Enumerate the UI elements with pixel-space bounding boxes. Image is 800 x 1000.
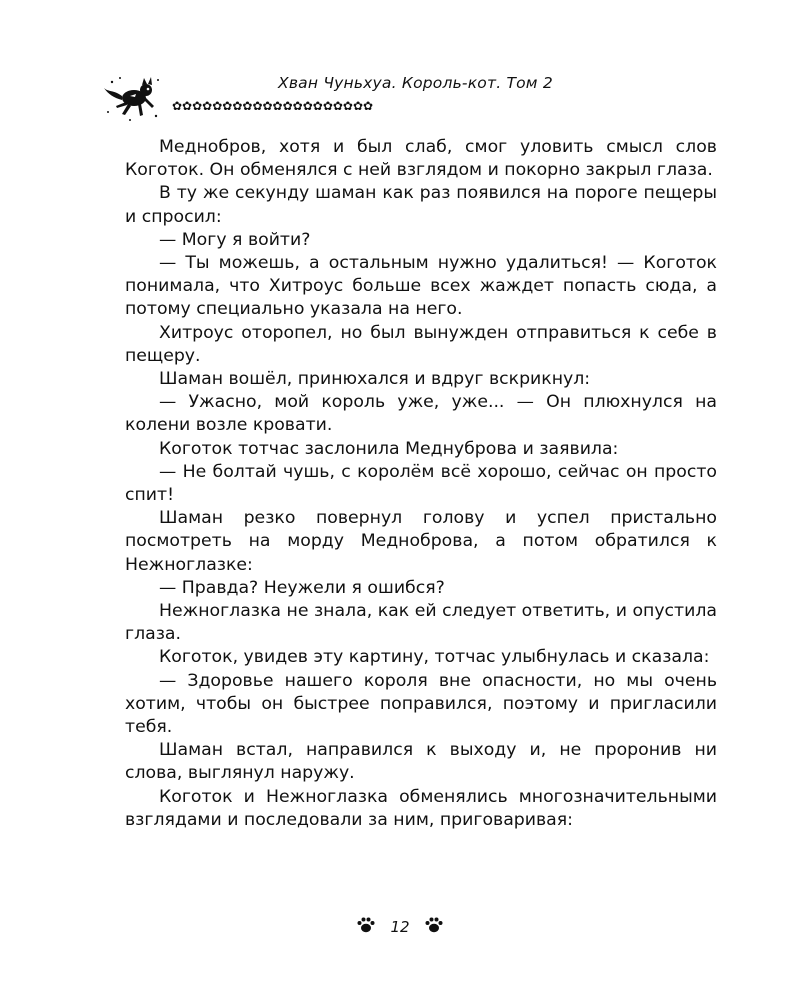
running-header: [100, 70, 620, 130]
cat-illustration-icon: [100, 72, 162, 124]
paragraph: — Не болтай чушь, с королём всё хорошо, сейчас он просто спит!: [125, 461, 717, 506]
paragraph: Хитроус оторопел, но был вынужден отправиться к себе в пещеру.: [125, 322, 717, 366]
paragraph: — Могу я войти?: [159, 229, 311, 250]
page-footer: [0, 916, 800, 938]
book-title-header: Хван Чуньхуа. Король-кот. Том 2: [278, 74, 553, 92]
body-text: [125, 136, 717, 832]
paragraph: — Ужасно, мой король уже, уже... — Он плюхнулся на колени возле кровати.: [125, 392, 717, 436]
paragraph: Шаман резко повернул голову и успел пристально посмотреть на морду Медноброва, а потом обратился к Нежноглазке:: [125, 508, 717, 575]
paragraph: Коготок тотчас заслонила Меднуброва и заявила:: [159, 438, 619, 459]
page-number: 12: [390, 918, 410, 936]
decorative-star-row: ✿✿✿✿✿✿✿✿✿✿✿✿✿✿✿✿✿✿✿✿: [172, 99, 374, 113]
paragraph: Коготок и Нежноглазка обменялись многозначительными взглядами и последовали за ним, приговаривая:: [125, 786, 717, 830]
paw-left-icon: [356, 916, 376, 938]
paragraph: Шаман вошёл, принюхался и вдруг вскрикнул:: [159, 369, 591, 390]
paw-right-icon: [424, 916, 444, 938]
paragraph: В ту же секунду шаман как раз появился на пороге пещеры и спросил:: [125, 183, 717, 227]
paragraph: Шаман встал, направился к выходу и, не проронив ни слова, выглянул наружу.: [125, 740, 717, 784]
paragraph: — Здоровье нашего короля вне опасности, но мы очень хотим, чтобы он быстрее поправился, поэтому и пригласили тебя.: [125, 670, 717, 738]
paragraph: Коготок, увидев эту картину, тотчас улыбнулась и сказала:: [159, 647, 710, 668]
paragraph: — Ты можешь, а остальным нужно удалиться! — Коготок понимала, что Хитроус больше всех жаждет попасть сюда, а потому специально указала на него.: [125, 253, 717, 320]
paragraph: Нежноглазка не знала, как ей следует ответить, и опустила глаза.: [125, 601, 717, 645]
paragraph: — Правда? Неужели я ошибся?: [159, 577, 445, 598]
paragraph: Меднобров, хотя и был слаб, смог уловить смысл слов Коготок. Он обменялся с ней взглядом и покорно закрыл глаза.: [125, 137, 717, 181]
